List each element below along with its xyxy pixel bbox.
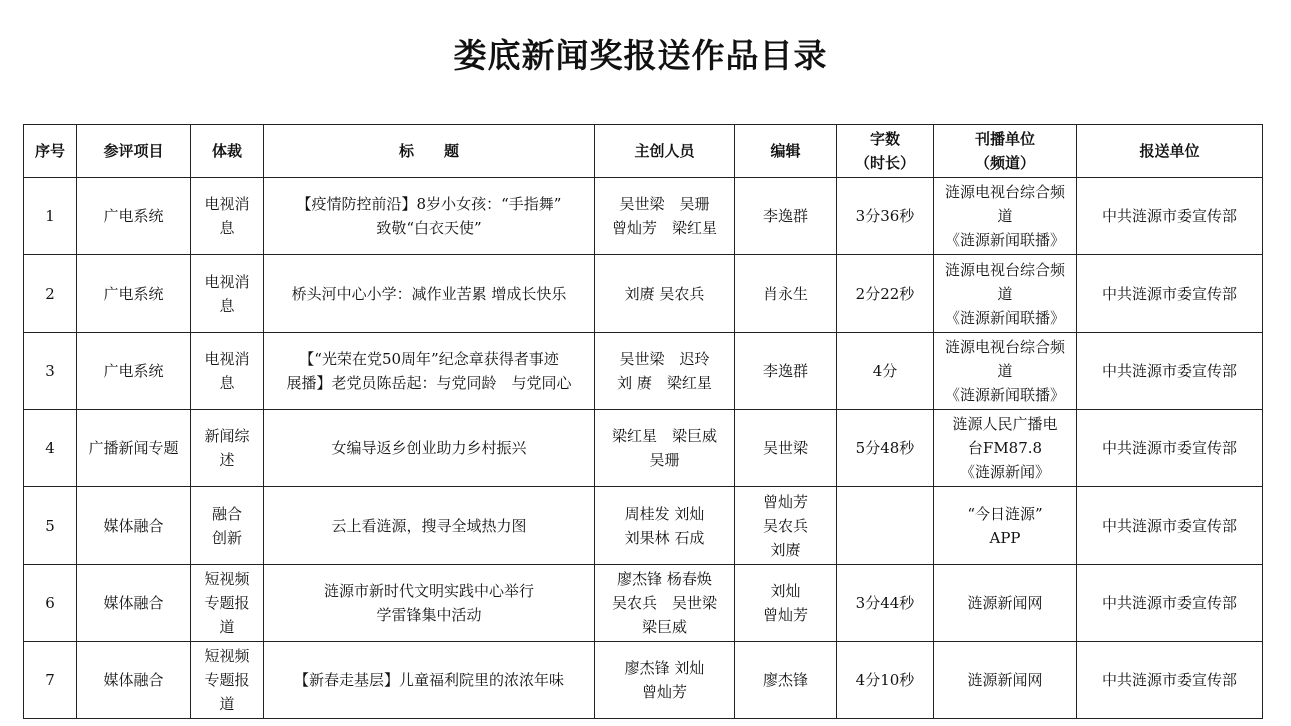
cell-headline: 女编导返乡创业助力乡村振兴 bbox=[264, 410, 595, 487]
cell-editor: 刘灿 曾灿芳 bbox=[735, 565, 837, 642]
cell-outlet: 涟源电视台综合频道 《涟源新闻联播》 bbox=[934, 333, 1077, 410]
cell-creators: 吴世梁 吴珊 曾灿芳 梁红星 bbox=[595, 178, 735, 255]
cell-no: 6 bbox=[24, 565, 77, 642]
cell-genre: 电视消 息 bbox=[191, 255, 264, 333]
cell-headline: 云上看涟源，搜寻全域热力图 bbox=[264, 487, 595, 565]
table-row bbox=[24, 178, 1263, 255]
table-row bbox=[24, 333, 1263, 410]
cell-no: 7 bbox=[24, 642, 77, 719]
cell-editor: 廖杰锋 bbox=[735, 642, 837, 719]
col-header-length: 字数 （时长） bbox=[837, 125, 934, 178]
cell-creators: 周桂发 刘灿 刘果林 石成 bbox=[595, 487, 735, 565]
col-header-headline: 标 题 bbox=[264, 125, 595, 178]
table-row bbox=[24, 487, 1263, 565]
cell-editor: 肖永生 bbox=[735, 255, 837, 333]
cell-length: 3分36秒 bbox=[837, 178, 934, 255]
cell-headline: 涟源市新时代文明实践中心举行 学雷锋集中活动 bbox=[264, 565, 595, 642]
col-header-no: 序号 bbox=[24, 125, 77, 178]
cell-outlet: 涟源新闻网 bbox=[934, 565, 1077, 642]
cell-editor: 曾灿芳 吴农兵 刘赓 bbox=[735, 487, 837, 565]
cell-creators: 廖杰锋 杨春焕 吴农兵 吴世梁 梁巨威 bbox=[595, 565, 735, 642]
cell-length: 4分 bbox=[837, 333, 934, 410]
cell-outlet: “今日涟源” APP bbox=[934, 487, 1077, 565]
cell-genre: 短视频 专题报 道 bbox=[191, 565, 264, 642]
cell-project: 广播新闻专题 bbox=[77, 410, 191, 487]
cell-editor: 李逸群 bbox=[735, 178, 837, 255]
cell-genre: 融合 创新 bbox=[191, 487, 264, 565]
cell-length: 5分48秒 bbox=[837, 410, 934, 487]
cell-length bbox=[837, 487, 934, 565]
cell-length: 2分22秒 bbox=[837, 255, 934, 333]
col-header-editor: 编辑 bbox=[735, 125, 837, 178]
cell-project: 广电系统 bbox=[77, 178, 191, 255]
cell-project: 广电系统 bbox=[77, 333, 191, 410]
cell-creators: 吴世梁 迟玲 刘 赓 梁红星 bbox=[595, 333, 735, 410]
cell-submitter: 中共涟源市委宣传部 bbox=[1077, 333, 1263, 410]
cell-submitter: 中共涟源市委宣传部 bbox=[1077, 410, 1263, 487]
page-title: 娄底新闻奖报送作品目录 bbox=[453, 36, 828, 75]
cell-genre: 新闻综 述 bbox=[191, 410, 264, 487]
cell-length: 4分10秒 bbox=[837, 642, 934, 719]
table-row bbox=[24, 410, 1263, 487]
header-row bbox=[24, 125, 1263, 178]
cell-project: 广电系统 bbox=[77, 255, 191, 333]
cell-editor: 吴世梁 bbox=[735, 410, 837, 487]
cell-creators: 刘赓 吴农兵 bbox=[595, 255, 735, 333]
cell-outlet: 涟源人民广播电 台FM87.8 《涟源新闻》 bbox=[934, 410, 1077, 487]
table-row bbox=[24, 642, 1263, 719]
cell-headline: 桥头河中心小学：减作业苦累 增成长快乐 bbox=[264, 255, 595, 333]
cell-headline: 【新春走基层】儿童福利院里的浓浓年味 bbox=[264, 642, 595, 719]
cell-creators: 廖杰锋 刘灿 曾灿芳 bbox=[595, 642, 735, 719]
cell-outlet: 涟源电视台综合频道 《涟源新闻联播》 bbox=[934, 255, 1077, 333]
col-header-outlet: 刊播单位 （频道） bbox=[934, 125, 1077, 178]
col-header-creators: 主创人员 bbox=[595, 125, 735, 178]
cell-submitter: 中共涟源市委宣传部 bbox=[1077, 642, 1263, 719]
cell-headline: 【“光荣在党50周年”纪念章获得者事迹 展播】老党员陈岳起：与党同龄 与党同心 bbox=[264, 333, 595, 410]
cell-project: 媒体融合 bbox=[77, 487, 191, 565]
col-header-project: 参评项目 bbox=[77, 125, 191, 178]
cell-length: 3分44秒 bbox=[837, 565, 934, 642]
catalog-table bbox=[23, 124, 1263, 719]
col-header-genre: 体裁 bbox=[191, 125, 264, 178]
cell-genre: 电视消 息 bbox=[191, 178, 264, 255]
cell-outlet: 涟源新闻网 bbox=[934, 642, 1077, 719]
cell-submitter: 中共涟源市委宣传部 bbox=[1077, 487, 1263, 565]
cell-project: 媒体融合 bbox=[77, 642, 191, 719]
cell-no: 5 bbox=[24, 487, 77, 565]
cell-genre: 电视消 息 bbox=[191, 333, 264, 410]
cell-project: 媒体融合 bbox=[77, 565, 191, 642]
cell-submitter: 中共涟源市委宣传部 bbox=[1077, 565, 1263, 642]
cell-genre: 短视频 专题报 道 bbox=[191, 642, 264, 719]
col-header-submitter: 报送单位 bbox=[1077, 125, 1263, 178]
cell-editor: 李逸群 bbox=[735, 333, 837, 410]
cell-no: 3 bbox=[24, 333, 77, 410]
cell-headline: 【疫情防控前沿】8岁小女孩：“手指舞” 致敬“白衣天使” bbox=[264, 178, 595, 255]
cell-submitter: 中共涟源市委宣传部 bbox=[1077, 255, 1263, 333]
table-row bbox=[24, 565, 1263, 642]
cell-no: 1 bbox=[24, 178, 77, 255]
cell-submitter: 中共涟源市委宣传部 bbox=[1077, 178, 1263, 255]
cell-no: 2 bbox=[24, 255, 77, 333]
cell-no: 4 bbox=[24, 410, 77, 487]
cell-creators: 梁红星 梁巨威 吴珊 bbox=[595, 410, 735, 487]
table-row bbox=[24, 255, 1263, 333]
cell-outlet: 涟源电视台综合频道 《涟源新闻联播》 bbox=[934, 178, 1077, 255]
